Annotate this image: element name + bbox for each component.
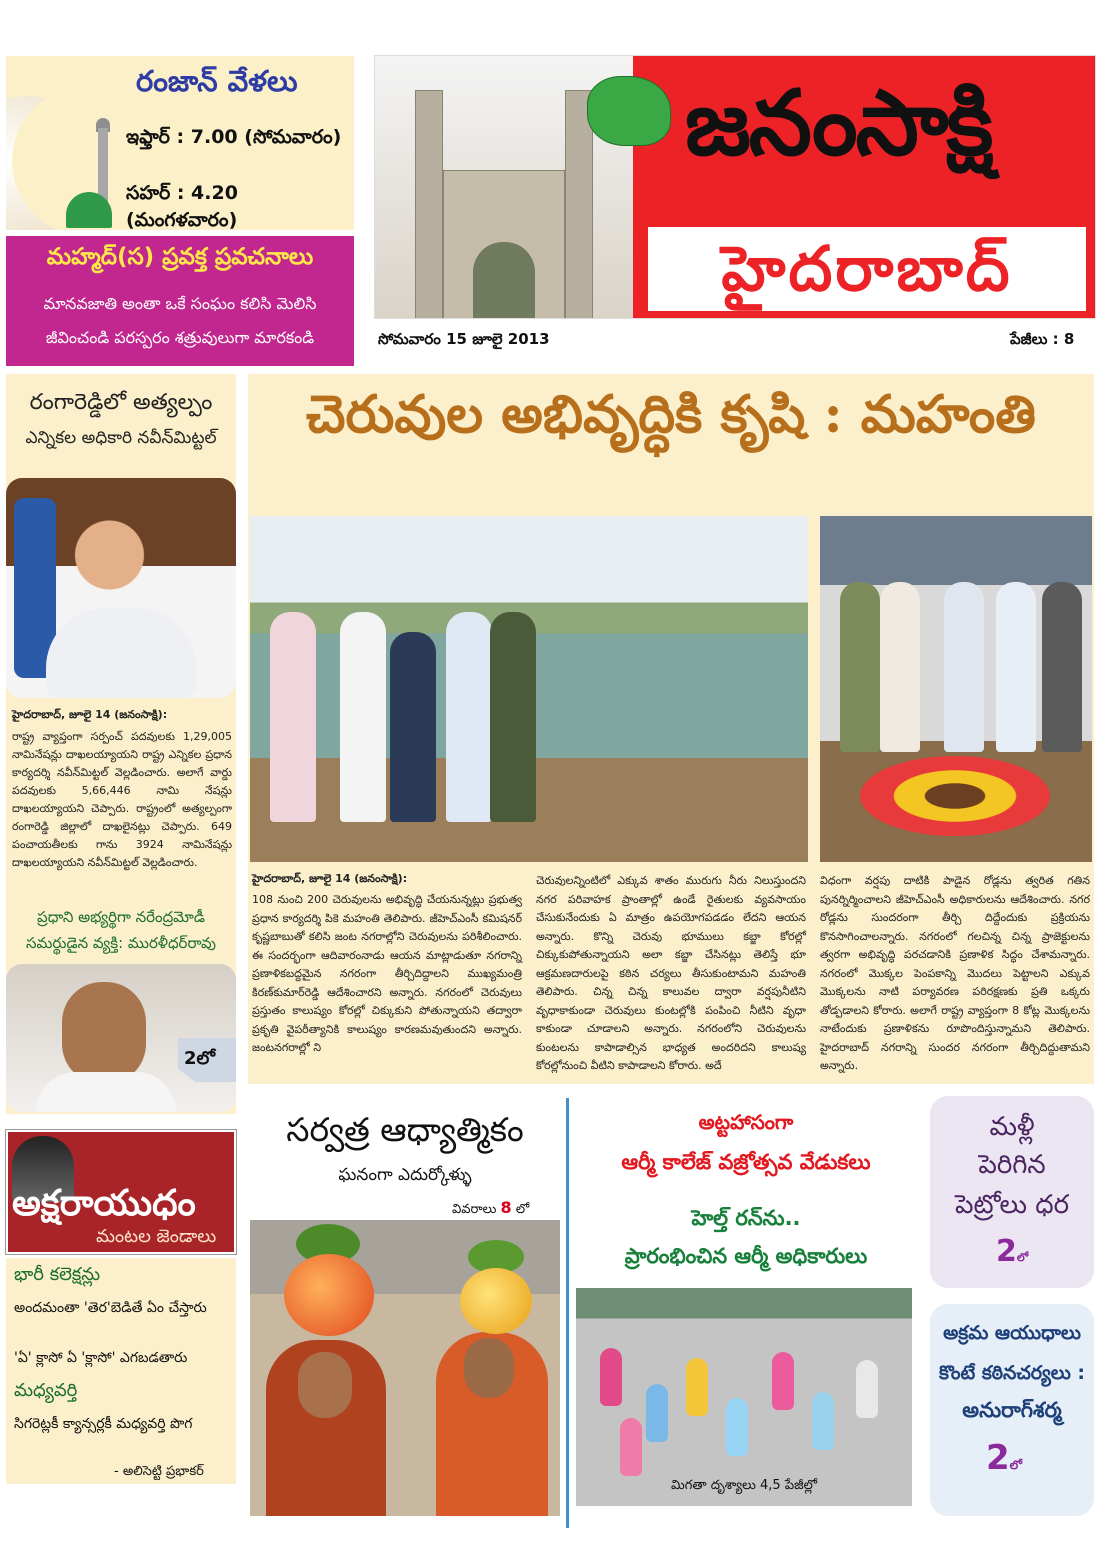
modi-story-subheadline: సమర్థుడైన వ్యక్తి: మురళీధర్‌రావు [25,934,217,952]
column-divider [566,1098,569,1528]
ramzan-timings-box [6,56,354,230]
main-story-dateline: హైదరాబాద్, జూలై 14 (జనంసాక్షి): [252,872,408,885]
poem-2-title: మధ్యవర్తి [14,1380,78,1401]
election-officer-photo [6,478,236,698]
page-ref-suffix: లో [1009,1458,1023,1472]
petrol-headline-line-2: పెరిగిన [978,1150,1046,1180]
spiritual-headline: సర్వత్ర ఆధ్యాత్మికం [286,1110,524,1149]
page-ref-number: 2 [986,1438,1010,1478]
left-story-subheadline: ఎన్నికల అధికారి నవీన్‌మిట్టల్ [25,428,217,448]
page-ref-number: 2 [996,1234,1017,1269]
petrol-headline-line-1: మళ్లీ [989,1112,1035,1142]
bonam-pot-icon [284,1254,374,1336]
left-story-headline: రంగారెడ్డిలో అత్యల్పం [29,390,213,415]
modi-story-headline: ప్రధాని అభ్యర్థిగా నరేంద్రమోడీ [37,908,205,926]
page-ref-number: 8 [500,1198,512,1217]
aksharayudham-box [6,1258,236,1484]
aksharayudham-subtitle: మంటల జెండాలు [96,1226,217,1247]
sayings-title: మహ్మద్(స) ప్రవక్త ప్రవచనాలు [46,244,314,270]
left-story-dateline: హైదరాబాద్, జూలై 14 (జనంసాక్షి): [12,708,168,721]
poem-1-title: భారీ కలెక్షన్లు [14,1264,101,1285]
tree-planting-photo [820,516,1092,862]
bonam-pot-icon [460,1268,532,1334]
telangana-map-icon [587,76,671,146]
spiritual-page-ref [452,1198,529,1220]
page-count: పేజీలు : 8 [1010,330,1075,348]
arms-headline-line-1: అక్రమ ఆయుధాలు [943,1322,1081,1344]
sayings-line-1: మానవజాతి అంతా ఒకే సంఘం కలిసి మెలిసి [43,294,317,313]
page-ref-suffix: లో [1016,1251,1029,1264]
rangoli-decoration [860,756,1050,836]
iftar-time: ఇఫ్తార్ : 7.00 (సోమవారం) [126,126,342,148]
army-story-kicker: అట్టహాసంగా [698,1110,794,1134]
army-photo-caption: మిగతా దృశ్యాలు 4,5 పేజీల్లో [671,1478,817,1493]
page-ref-prefix: వివరాలు [452,1202,497,1217]
ramzan-title: రంజాన్ వేళలు [136,64,298,98]
arms-headline-line-2: కొంటే కఠినచర్యలు : [938,1362,1086,1384]
left-story-body: రాష్ట్ర వ్యాప్తంగా సర్పంచ్ పదవులకు 1,29,005 నామినేషన్లు దాఖలయ్యాయని రాష్ట్ర ఎన్నికల ప్రధాన కార్యదర్శి నవీన్‌మిట్టల్ వెల్లడించారు. అలాగే వార్డు పదవులకు 5,66,446 నామి నేషన్లు దాఖలయ్యాయని చెప్పారు. రాష్ట్రంలో అత్యల్పంగా రంగారెడ్డి జిల్లాలో దాఖలైనట్లు చెప్పారు. 649 పంచాయతీలకు గాను 3924 నామినేషన్లు దాఖలయ్యాయని నవీన్‌మిట్టల్ వెల్లడించారు. [12,730,232,869]
arms-headline-line-3: అనురాగ్‌శర్మ [962,1398,1062,1422]
poem-2-text: సిగరెట్లకీ క్యాన్సర్లకీ మధ్యవర్తి పొగ [14,1416,193,1432]
page-ref-suffix: లో [515,1202,530,1217]
poem-1-line-2: 'ఏ' క్లాసో ఏ 'క్లాసో' ఎగబడతారు [14,1350,188,1366]
petrol-page-ref [996,1234,1028,1269]
children-dance-photo [576,1288,912,1506]
lake-inspection-photo [250,516,808,862]
sahar-time: సహర్ : 4.20 (మంగళవారం) [126,182,238,230]
aksharayudham-title: అక్షరాయుధం [12,1182,196,1224]
sayings-line-2: జీవించండి పరస్పరం శత్రువులుగా మారకండి [45,328,315,347]
main-story-column-3: విధంగా వర్షపు దాటికి పాడైన రోడ్లను త్వరిత గతిన పునర్నిర్మించాలని జీహెచ్ఎంసీ అధికారులను ఆదేశించారు. నగర రోడ్లను సుందరంగా తీర్చి దిద్దేందుకు ప్రక్రియను కొనసాగించాలన్నారు. నగరంలో గలచిన్న చిన్న ప్రాజెక్టులను త్వరగా అభివృద్ధి పరచడానికి ప్రణాళిక సిద్ధం చేశామన్నారు. నగరంలో మొక్కల పెంపకాన్ని మొదలు పెట్టాలని ఎక్కువ మొక్కలను నాటి పర్యావరణ పరిరక్షణకు ప్రతి ఒక్కరు తోడ్పడాలని కోరారు. అలాగే రాష్ట్ర వ్యాప్తంగా 8 కోట్ల మొక్కలను నాటేందుకు ప్రణాళికను రూపొందిస్తున్నామని తెలిపారు. హైదరాబాద్ నగరాన్ని సుందర నగరంగా తీర్చిదిద్దుతామని అన్నారు. [820,874,1090,1072]
poem-1-line-1: అందమంతా 'తెర'బెడితే ఏం చేస్తారు [14,1300,207,1316]
arms-page-ref [986,1438,1022,1478]
health-run-subheadline: ప్రారంభించిన ఆర్మీ అధికారులు [624,1244,868,1268]
prophet-sayings-box [6,236,354,366]
poet-name: - అలిసెట్టి ప్రభాకర్ [114,1464,204,1479]
masthead [374,55,1096,319]
petrol-headline-line-3: పెట్రోలు ధర [954,1190,1070,1220]
health-run-headline: హెల్త్ రన్‌ను.. [691,1206,801,1230]
main-story-column-2: చెరువులన్నింటిలో ఎక్కువ శాతం మురుగు నీరు నిలుస్తుందని నగర పరివాహక ప్రాంతాల్లో ఉండే రైతులకు వ్యవసాయం చేసుకునేందుకు ఏ మాత్రం ఉపయోగపడడం లేదని ఆయన అన్నారు. కొన్ని చెరువు భూములు కబ్జా కోరల్లో చిక్కుకుపోతున్నాయని అలా కబ్జా చేసినట్లు తెలిస్తే భూ ఆక్రమణదారులపై కఠిన చర్యలు తీసుకుంటామని మహంతి తెలిపారు. చిన్న చిన్న కాలువల ద్వారా వర్షపునీటిని వృధాకాకుండా చెరువులు కుంటల్లోకి పంపించి నీటిని వృధా కాకుండా చూడాలని అన్నారు. నగరంలోని చెరువులను కుంటలను కాపాడాల్సిన భాధ్యత అందరిదని కాలుష్య కోరల్లోనుంచి వీటిని కాపాడాలని కోరారు. అదే [536,874,806,1072]
main-headline: చెరువుల అభివృద్ధికి కృషి : మహంతి [306,384,1036,445]
bonalu-festival-photo [250,1220,560,1516]
army-story-headline: ఆర్మీ కాలేజ్ వజ్రోత్సవ వేడుకలు [621,1150,871,1174]
spiritual-subheadline: ఘనంగా ఎదుర్కోళ్ళు [338,1165,472,1185]
issue-date: సోమవారం 15 జూలై 2013 [378,330,550,348]
main-story-column-1: 108 నుంచి 200 చెరువులను అభివృద్ధి చేయనున్నట్లు ప్రభుత్వ ప్రధాన కార్యదర్శి పికె మహంతి తెలిపారు. జీహెచ్ఎంసీ కమిషనర్ కృష్ణబాబుతో కలిసి జంట నగరాల్లోని చెరువులను పరిశీలించారు. ఈ సందర్భంగా ఆదివారంనాడు ఆయన మాట్లాడుతూ నగరాన్ని ప్రణాళికబద్దమైన నగరంగా తీర్చిదిద్దాలని ముఖ్యమంత్రి కిరణ్‌కుమార్‌రెడ్డి ఆదేశించారని అన్నారు. నగరంలో చెరువులు ప్రస్తుతం కాలుష్యం కోరల్లో చిక్కుకుని పోతున్నాయని తద్వారా ప్రకృతి వైపరీత్యానికి కాలుష్యం కారణమవుతుందని అన్నారు. జంటనగరాల్లో ని [252,893,522,1054]
page-ref-text: 2లో [184,1048,216,1069]
newspaper-name: జనంసాక్షి [685,70,992,176]
edition-city: హైదరాబాద్ [721,232,1013,305]
